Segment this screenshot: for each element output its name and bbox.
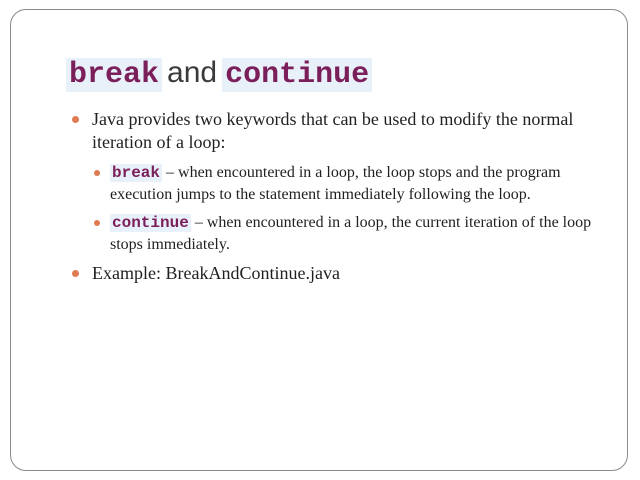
title-connector: and — [167, 56, 218, 89]
bullet-intro-text: Java provides two keywords that can be used to modify the normal iteration of a loop: — [92, 109, 574, 152]
slide-title — [66, 53, 372, 95]
sub-bullet-break-text: – when encountered in a loop, the loop stops and the program execution jumps to the statement immediately following the loop. — [110, 164, 561, 203]
slide-content — [72, 108, 602, 293]
bullet-example-text: Example: BreakAndContinue.java — [92, 263, 340, 283]
keyword-break: break — [112, 164, 161, 182]
title-keyword-continue: continue — [222, 58, 372, 92]
sub-bullet-break — [90, 162, 602, 206]
title-keyword-break: break — [66, 58, 162, 92]
keyword-continue: continue — [112, 214, 189, 232]
sub-bullet-continue-text: – when encountered in a loop, the current iteration of the loop stops immediately. — [110, 214, 592, 253]
sub-bullet-continue — [90, 212, 602, 256]
bullet-dot-icon — [72, 116, 79, 123]
bullet-dot-icon — [72, 270, 79, 277]
sub-bullet-dot-icon — [94, 170, 100, 176]
bullet-example — [72, 262, 602, 285]
bullet-intro — [72, 108, 602, 154]
sub-bullet-dot-icon — [94, 220, 100, 226]
